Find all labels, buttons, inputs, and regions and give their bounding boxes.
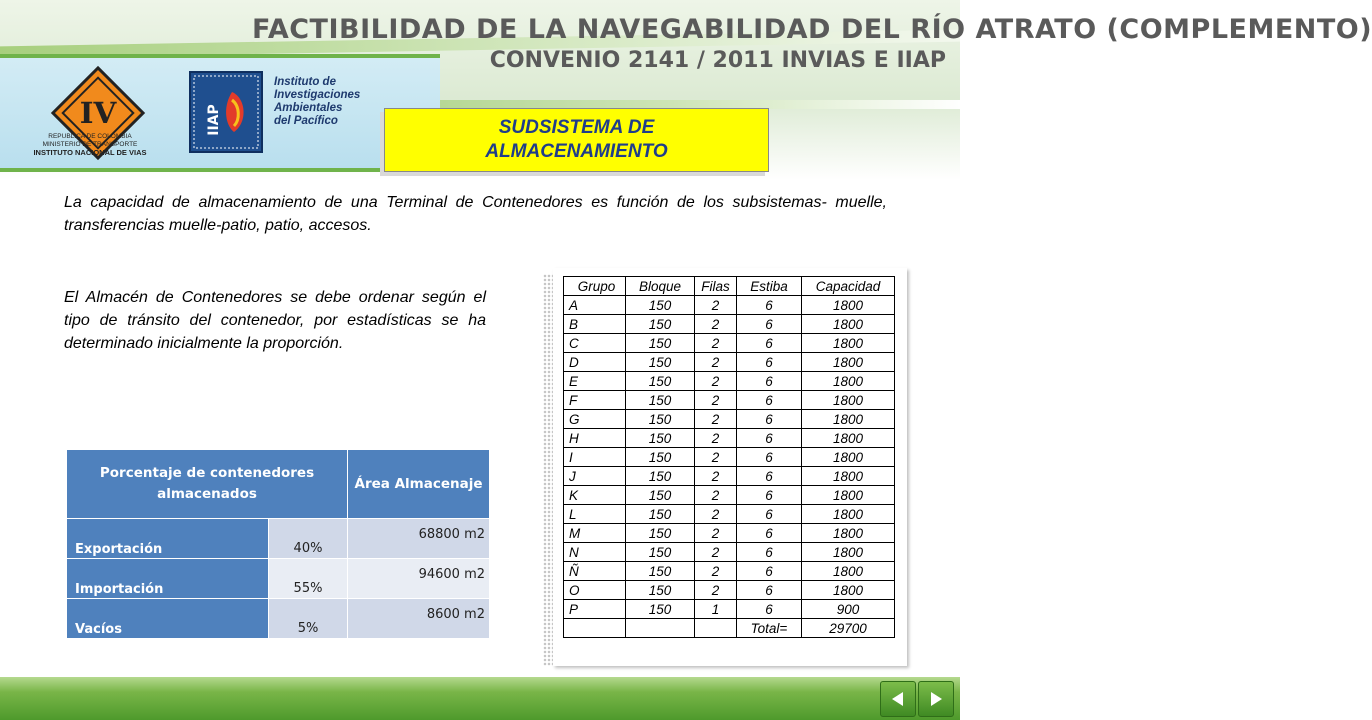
table-cell: 1800 xyxy=(802,543,895,562)
subsystem-title: SUDSISTEMA DE ALMACENAMIENTO xyxy=(485,117,668,162)
table-row xyxy=(564,353,895,372)
table-cell: 2 xyxy=(695,296,737,315)
table-cell: 2 xyxy=(695,581,737,600)
table-cell: 1800 xyxy=(802,429,895,448)
table-cell: O xyxy=(564,581,626,600)
table-cell: 6 xyxy=(737,334,802,353)
table-cell: 2 xyxy=(695,391,737,410)
table-cell: 2 xyxy=(695,429,737,448)
table-cell: 150 xyxy=(626,543,695,562)
table-row xyxy=(564,410,895,429)
table-cell: 6 xyxy=(737,486,802,505)
table-cell: 1800 xyxy=(802,315,895,334)
table-cell: 150 xyxy=(626,486,695,505)
table-header: Capacidad xyxy=(802,277,895,296)
table-cell: 1800 xyxy=(802,448,895,467)
table-header: Porcentaje de contenedores almacenados xyxy=(67,450,348,519)
table-cell: 1800 xyxy=(802,296,895,315)
area-cell: 8600 m2 xyxy=(348,599,490,639)
table-cell: 2 xyxy=(695,505,737,524)
table-cell: 2 xyxy=(695,562,737,581)
table-row xyxy=(564,505,895,524)
percentage-table xyxy=(66,449,490,639)
row-label: Vacíos xyxy=(67,599,269,639)
table-cell: 150 xyxy=(626,581,695,600)
table-cell: 150 xyxy=(626,467,695,486)
table-cell: 6 xyxy=(737,505,802,524)
table-cell: 2 xyxy=(695,372,737,391)
table-cell: 1800 xyxy=(802,372,895,391)
intro-paragraph: La capacidad de almacenamiento de una Terminal de Contenedores es función de los subsistemas- muelle, transferencias muelle-patio, patio, accesos. xyxy=(64,194,887,234)
table-cell: 900 xyxy=(802,600,895,619)
table-cell: 6 xyxy=(737,353,802,372)
table-cell xyxy=(626,619,695,638)
table-row xyxy=(564,543,895,562)
table-row xyxy=(564,562,895,581)
table-cell: 1800 xyxy=(802,524,895,543)
table-cell: 1800 xyxy=(802,562,895,581)
iiap-logo xyxy=(188,70,264,154)
table-row xyxy=(564,600,895,619)
table-row xyxy=(564,448,895,467)
table-cell: 150 xyxy=(626,429,695,448)
table-cell: I xyxy=(564,448,626,467)
table-row xyxy=(564,296,895,315)
table-cell xyxy=(695,619,737,638)
table-cell: 1800 xyxy=(802,581,895,600)
table-row xyxy=(67,599,490,639)
area-cell: 68800 m2 xyxy=(348,519,490,559)
table-cell: 1800 xyxy=(802,486,895,505)
table-cell: 150 xyxy=(626,372,695,391)
invias-logo-mark: IV xyxy=(79,94,117,130)
table-cell: 2 xyxy=(695,467,737,486)
table-row xyxy=(564,467,895,486)
footer-bar xyxy=(0,677,960,720)
table-cell: M xyxy=(564,524,626,543)
row-label: Exportación xyxy=(67,519,269,559)
iiap-name-line: Investigaciones xyxy=(274,89,361,101)
table-cell: 6 xyxy=(737,581,802,600)
table-cell: 150 xyxy=(626,315,695,334)
table-cell: P xyxy=(564,600,626,619)
iiap-name xyxy=(274,76,360,128)
table-cell: 6 xyxy=(737,543,802,562)
capacity-table-panel xyxy=(553,268,907,666)
table-cell: 6 xyxy=(737,429,802,448)
table-cell: 150 xyxy=(626,296,695,315)
table-row xyxy=(564,524,895,543)
table-cell: 1800 xyxy=(802,334,895,353)
capacity-table xyxy=(563,276,895,638)
table-cell: J xyxy=(564,467,626,486)
table-header-row xyxy=(67,450,490,519)
table-cell: 2 xyxy=(695,448,737,467)
iiap-name-line: Ambientales xyxy=(274,102,343,114)
next-slide-button[interactable] xyxy=(918,681,954,717)
total-row xyxy=(564,619,895,638)
table-cell: 2 xyxy=(695,410,737,429)
subsystem-title-box xyxy=(384,108,769,172)
table-cell: 150 xyxy=(626,448,695,467)
table-cell: 2 xyxy=(695,334,737,353)
table-cell: 6 xyxy=(737,296,802,315)
table-cell: 6 xyxy=(737,467,802,486)
table-cell: 1 xyxy=(695,600,737,619)
table-cell: 6 xyxy=(737,410,802,429)
table-cell: 150 xyxy=(626,524,695,543)
table-cell: 1800 xyxy=(802,353,895,372)
invias-caption-line: REPUBLICA DE COLOMBIA xyxy=(48,133,132,140)
page-title: FACTIBILIDAD DE LA NAVEGABILIDAD DEL RÍO ATRATO (COMPLEMENTO) xyxy=(252,14,1372,45)
table-row xyxy=(564,315,895,334)
table-cell: 2 xyxy=(695,543,737,562)
table-row xyxy=(564,486,895,505)
area-cell: 94600 m2 xyxy=(348,559,490,599)
table-row xyxy=(564,581,895,600)
table-row xyxy=(67,559,490,599)
table-cell: 2 xyxy=(695,524,737,543)
table-cell: D xyxy=(564,353,626,372)
table-row xyxy=(67,519,490,559)
table-cell: 2 xyxy=(695,353,737,372)
storage-paragraph: El Almacén de Contenedores se debe ordenar según el tipo de tránsito del contenedor, por estadísticas se ha determinado inicialmente la proporción. xyxy=(64,289,486,352)
table-cell xyxy=(564,619,626,638)
table-cell: 6 xyxy=(737,562,802,581)
table-header: Filas xyxy=(695,277,737,296)
table-cell: 150 xyxy=(626,410,695,429)
percent-cell: 55% xyxy=(269,559,348,599)
table-cell: N xyxy=(564,543,626,562)
table-cell: G xyxy=(564,410,626,429)
table-cell: A xyxy=(564,296,626,315)
table-cell: 150 xyxy=(626,562,695,581)
table-cell: F xyxy=(564,391,626,410)
table-cell: 6 xyxy=(737,391,802,410)
table-cell: H xyxy=(564,429,626,448)
table-cell: 6 xyxy=(737,315,802,334)
table-cell: 6 xyxy=(737,600,802,619)
table-header: Área Almacenaje xyxy=(348,450,490,519)
table-cell: 1800 xyxy=(802,505,895,524)
table-cell: 1800 xyxy=(802,391,895,410)
table-cell: E xyxy=(564,372,626,391)
table-cell: 6 xyxy=(737,524,802,543)
table-cell: 150 xyxy=(626,353,695,372)
invias-caption-line: MINISTERIO DE TRANSPORTE xyxy=(42,141,138,148)
invias-caption-line: INSTITUTO NACIONAL DE VIAS xyxy=(33,148,147,157)
percent-cell: 40% xyxy=(269,519,348,559)
table-cell: B xyxy=(564,315,626,334)
table-header-row xyxy=(564,277,895,296)
table-row xyxy=(564,391,895,410)
row-label: Importación xyxy=(67,559,269,599)
logo-panel xyxy=(0,54,440,172)
table-cell: Ñ xyxy=(564,562,626,581)
table-header: Estiba xyxy=(737,277,802,296)
table-header: Bloque xyxy=(626,277,695,296)
table-cell: 150 xyxy=(626,505,695,524)
iiap-logo-mark: IIAP xyxy=(206,104,222,136)
arrow-right-icon xyxy=(926,689,946,709)
previous-slide-button[interactable] xyxy=(880,681,916,717)
table-cell: 6 xyxy=(737,448,802,467)
page-subtitle: CONVENIO 2141 / 2011 INVIAS E IIAP xyxy=(489,48,946,73)
table-cell: 150 xyxy=(626,391,695,410)
total-value: 29700 xyxy=(802,619,895,638)
table-row xyxy=(564,429,895,448)
table-cell: 1800 xyxy=(802,410,895,429)
total-label: Total= xyxy=(737,619,802,638)
iiap-name-line: del Pacífico xyxy=(274,115,338,127)
iiap-name-line: Instituto de xyxy=(274,76,336,88)
table-cell: K xyxy=(564,486,626,505)
table-cell: C xyxy=(564,334,626,353)
table-cell: 2 xyxy=(695,315,737,334)
arrow-left-icon xyxy=(888,689,908,709)
table-row xyxy=(564,334,895,353)
table-cell: 150 xyxy=(626,334,695,353)
table-cell: 150 xyxy=(626,600,695,619)
table-cell: 6 xyxy=(737,372,802,391)
percent-cell: 5% xyxy=(269,599,348,639)
table-cell: 1800 xyxy=(802,467,895,486)
invias-caption xyxy=(6,133,174,157)
table-row xyxy=(564,372,895,391)
table-cell: 2 xyxy=(695,486,737,505)
table-cell: L xyxy=(564,505,626,524)
table-header: Grupo xyxy=(564,277,626,296)
